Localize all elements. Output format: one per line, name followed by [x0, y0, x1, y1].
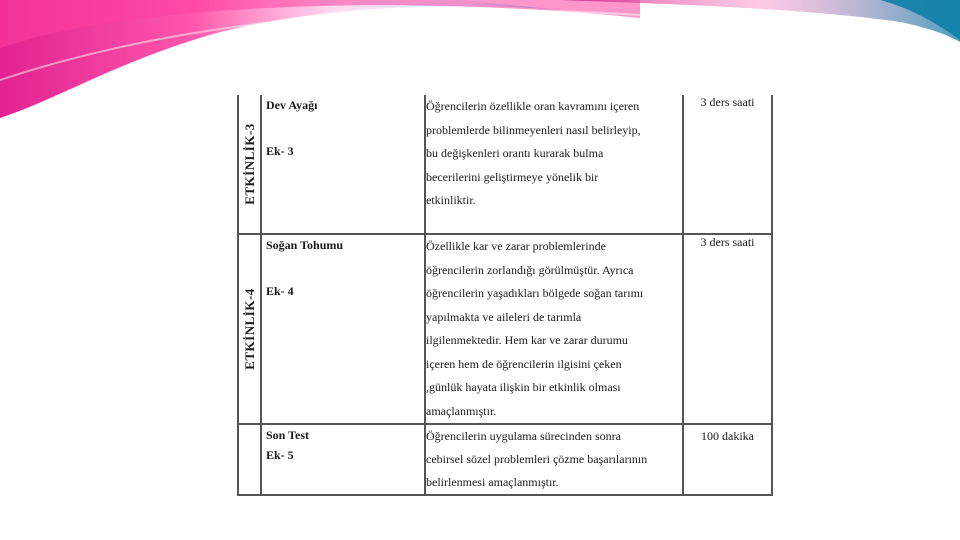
activity-label-cell [238, 95, 261, 234]
description-line: öğrencilerin zorlandığı görülmüştür. Ayrıca [426, 262, 634, 277]
description-line: yapılmakta ve aileleri de tarımla [426, 309, 582, 324]
activity-label: ETKİNLİK-3 [241, 123, 257, 205]
activity-description [425, 424, 683, 495]
appendix-ref: Ek- 5 [266, 448, 294, 462]
activity-name: Dev Ayağı [266, 98, 318, 112]
activity-duration: 3 ders saati [683, 95, 772, 234]
description-line: Öğrencilerin uygulama sürecinden sonra [426, 429, 621, 443]
description-line: ,günlük hayata ilişkin bir etkinlik olması [426, 380, 621, 394]
description-line: öğrencilerin yaşadıkları bölgede soğan tarımı [426, 286, 644, 300]
appendix-ref: Ek- 3 [266, 144, 294, 158]
activity-duration: 100 dakika [683, 424, 772, 495]
activity-name: Soğan Tohumu [266, 238, 344, 252]
description-line: ilgilenmektedir. Hem kar ve zarar durumu [426, 333, 628, 347]
description-line: becerilerini geliştirmeye yönelik bir [426, 169, 599, 184]
table-row [238, 424, 772, 495]
activity-label-cell [238, 234, 261, 424]
activity-description [425, 234, 683, 424]
description-line: cebirsel sözel problemleri çözme başarılarının [426, 452, 648, 466]
description-line: Öğrencilerin özellikle oran kavramını içeren [426, 99, 640, 113]
activity-duration: 3 ders saati [683, 234, 772, 424]
description-line: amaçlanmıştır. [426, 403, 497, 418]
activity-label: ETKİNLİK-4 [241, 288, 257, 370]
description-line: belirlenmesi amaçlanmıştır. [426, 475, 559, 489]
description-line: etkinliktir. [426, 193, 476, 207]
activity-label-cell [238, 424, 261, 495]
activity-description [425, 95, 683, 234]
activity-table [237, 95, 773, 496]
activity-name-cell [261, 234, 425, 424]
description-line: problemlerde bilinmeyenleri nasıl belirleyip, [426, 122, 641, 137]
activity-name-cell [261, 424, 425, 495]
description-line: içeren hem de öğrencilerin ilgisini çeken [426, 356, 622, 371]
description-line: Özellikle kar ve zarar problemlerinde [426, 239, 606, 253]
description-line: bu değişkenleri orantı kurarak bulma [426, 146, 604, 160]
activity-name: Son Test [266, 428, 310, 442]
activity-name-cell [261, 95, 425, 234]
appendix-ref: Ek- 4 [266, 284, 294, 298]
activity-table-image [237, 95, 773, 493]
table-row [238, 234, 772, 424]
table-row [238, 95, 772, 234]
